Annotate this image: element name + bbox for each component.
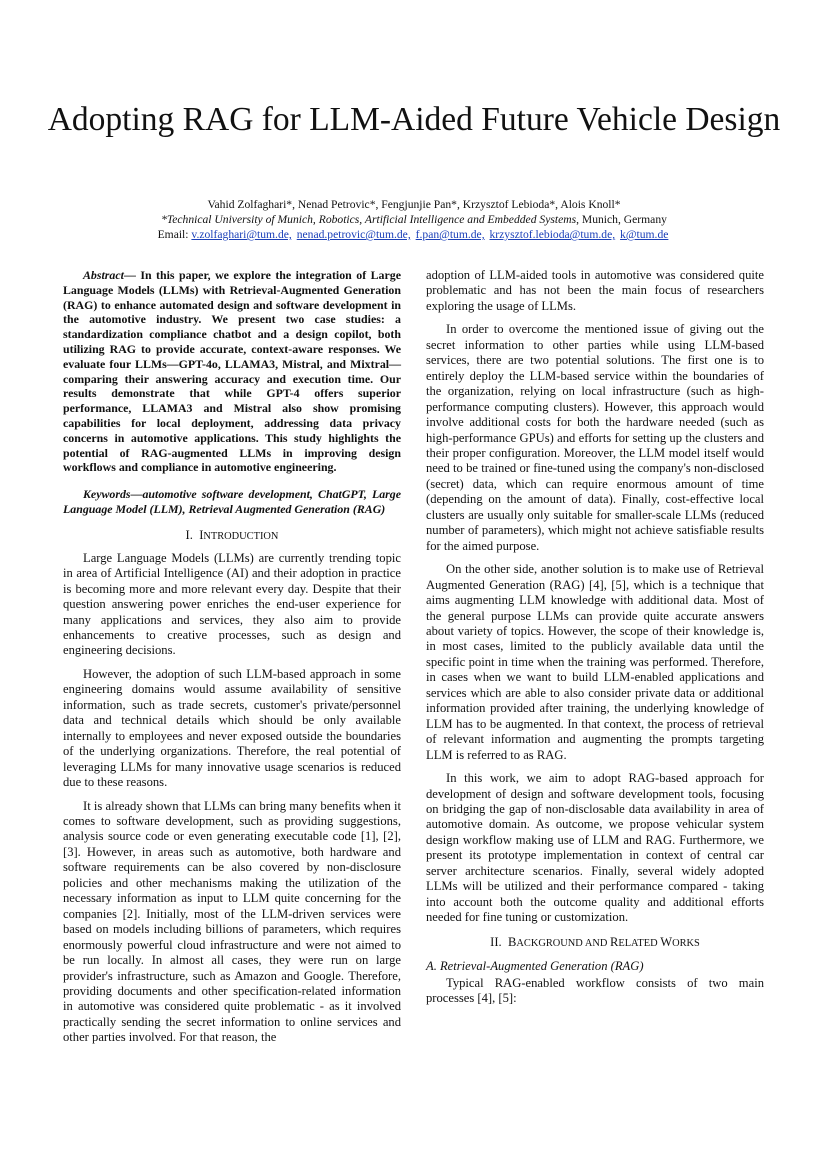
section-heading-background <box>426 934 764 952</box>
body-paragraph: However, the adoption of such LLM-based approach in some engineering domains would assume availability of sensitive information, such as trade secrets, customer's private/personnel data and technical details which should be only available internally to employees and never exposed outside the boundaries of the underlying organizations. Therefore, the real potential of leveraging LLMs for many innovative usage scenarios is reduced due to these reasons. <box>63 666 401 790</box>
abstract-text: — In this paper, we explore the integration of Large Language Models (LLMs) with Retrieval-Augmented Generation (RAG) to enhance automated design and software development in the automotive industry. We present two case studies: a standardization compliance chatbot and a design copilot, both utilizing RAG to provide accurate, context-aware responses. We evaluate four LLMs—GPT-4o, LLAMA3, Mistral, and Mixtral—comparing their answering accuracy and execution time. Our results demonstrate that while GPT-4 offers superior performance, LLAMA3 and Mistral also show promising capabilities for local deployment, addressing data privacy concerns in automotive applications. This study highlights the potential of RAG-augmented LLMs in improving design workflows and compliance in automotive engineering. <box>63 268 401 475</box>
section-title-cap: I <box>199 527 204 542</box>
body-paragraph: Typical RAG-enabled workflow consists of two main processes [4], [5]: <box>426 975 764 1006</box>
left-column <box>63 268 401 1054</box>
paper-title: Adopting RAG for LLM-Aided Future Vehicle Design <box>47 101 781 138</box>
body-paragraph: It is already shown that LLMs can bring many benefits when it comes to software development, such as providing suggestions, analysis source code or even generating executable code [1], [2], [3]. However, in areas such as automotive, both hardware and software requirements can be also covered by non-disclosure policies and other mechanisms making the utilization of the necessary information as input to LLM quite concerning for the companies [2]. Initially, most of the LLM-driven services were based on models including billions of parameters, which requires enormously powerful cloud infrastructure and were not aimed to be run locally. In almost all cases, they were run on large provider's infrastructure, such as Amazon and Google. Therefore, providing documents and other specification-related information in automotive was considered quite problematic - as it involved practically sending the secret information to online services and other parties involved. For that reason, the <box>63 798 401 1045</box>
subsection-heading: A. Retrieval-Augmented Generation (RAG) <box>426 958 644 973</box>
email-link[interactable]: k@tum.de <box>620 228 669 241</box>
section-heading-introduction <box>63 527 401 545</box>
abstract-label: Abstract <box>83 268 124 282</box>
section-title-cap: B <box>508 934 517 949</box>
email-link[interactable]: v.zolfaghari@tum.de, <box>191 228 292 241</box>
section-title-rest: ELATED <box>618 937 661 949</box>
email-link[interactable]: nenad.petrovic@tum.de, <box>296 228 411 241</box>
keywords: Keywords—automotive software development, ChatGPT, Large Language Model (LLM), Retrieval Augmented Generation (RAG) <box>63 487 401 516</box>
section-title-rest: NTRODUCTION <box>203 530 279 542</box>
section-title-cap: W <box>660 934 673 949</box>
author-list: Vahid Zolfaghari*, Nenad Petrovic*, Fengjunjie Pan*, Krzysztof Lebioda*, Alois Knoll* <box>207 198 621 211</box>
email-link[interactable]: krzysztof.lebioda@tum.de, <box>489 228 616 241</box>
body-paragraph: In order to overcome the mentioned issue of giving out the secret information to other parties while using LLM-based services, there are two potential solutions. The first one is to entirely deploy the LLM-based service within the boundaries of the organization, relying on local infrastructure (such as high-performance computing clusters). However, this approach would involve additional costs for both the hardware needed (such as high-performance GPUs) and efforts for setting up the clusters and their proper configuration. Moreover, the LLM model itself would need to be trained or fine-tuned using the company's non-disclosed (secret) data, which can require enormous amount of time (depending on the amount of data). Finally, cost-effective local clusters are usually only suitable for smaller-scale LLMs (reduced number of parameters), which might not achieve satisfiable results for the aimed purpose. <box>426 322 764 553</box>
email-line <box>0 227 828 242</box>
section-number: I. <box>185 527 193 542</box>
affiliation-location: , Munich, Germany <box>576 213 667 226</box>
abstract <box>63 268 401 475</box>
affiliation <box>0 212 828 227</box>
body-paragraph: In this work, we aim to adopt RAG-based approach for development of design and software development tools, focusing on bridging the gap of non-disclosable data availability in area of automotive domain. As outcome, we propose vehicular system design workflow making use of LLM and RAG. Furthermore, we present its prototype implementation in context of central car server architecture scenarios. Finally, several widely adopted LLMs will be utilized and their performance compared - taking into account both the outcome quality and additional efforts needed for fine tuning or customization. <box>426 771 764 925</box>
affiliation-institution: *Technical University of Munich, Robotics, Artificial Intelligence and Embedded Systems <box>161 213 577 226</box>
section-title-rest: ACKGROUND AND <box>516 937 610 949</box>
email-link[interactable]: f.pan@tum.de, <box>415 228 485 241</box>
body-paragraph: adoption of LLM-aided tools in automotive was considered quite problematic and has not been the main focus of researchers exploring the usage of LLMs. <box>426 268 764 313</box>
email-label: Email: <box>157 228 192 241</box>
section-title-cap: R <box>609 934 619 949</box>
body-paragraph: Large Language Models (LLMs) are currently trending topic in area of Artificial Intelligence (AI) and their adoption in practice is becoming more and more relevant every day. Despite that their question answering power enriches the end-user experience for many applications and services, they also aim to provide enhancements to creative processes, such as design and engineering decisions. <box>63 550 401 658</box>
section-title-rest: ORKS <box>672 937 700 949</box>
right-column <box>426 268 764 1014</box>
body-paragraph: On the other side, another solution is to make use of Retrieval Augmented Generation (RAG) [4], [5], which is a technique that aims augmenting LLM knowledge with additional data. Most of the general purpose LLMs can provide quite accurate answers about variety of topics. However, the scope of their knowledge is, in most cases, limited to the publicly available data until the specific point in time when the training was performed. Therefore, in cases when we want to build LLM-enabled applications and services which are able to also consider private data or additional information provided after training, the underlying knowledge of LLM has to be augmented. In that context, the process of retrieval of relevant information and augmenting the prompts targeting LLM is referred to as RAG. <box>426 562 764 762</box>
section-number: II. <box>490 934 502 949</box>
